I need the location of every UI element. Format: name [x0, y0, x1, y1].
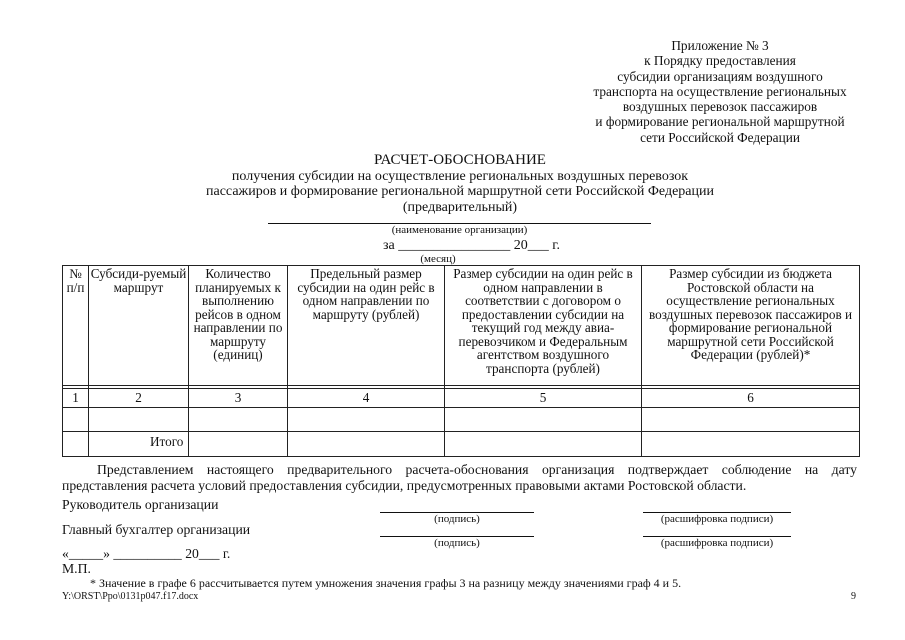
- period-line: за ________________ 20___ г.: [383, 238, 560, 253]
- title-subline: получения субсидии на осуществление региональных воздушных перевозок: [231, 168, 689, 184]
- table-cell[interactable]: [89, 408, 189, 432]
- month-caption: (месяц): [420, 253, 456, 265]
- column-number: 6: [642, 389, 860, 408]
- footnote: * Значение в графе 6 рассчитывается путем умножения значения графы 3 на разницу между значениями граф 4 и 5.: [90, 576, 682, 590]
- appendix-line: к Порядку предоставления: [644, 53, 796, 69]
- header-cell: Размер субсидии из бюджета Ростовской области на осуществление региональных воздушных перевозок пассажиров и формирование региональной маршрутной сети Российской Федерации (рублей)*: [642, 266, 860, 386]
- signature-date-line: «_____» __________ 20___ г.: [62, 546, 231, 561]
- signature-caption: (подпись): [434, 513, 480, 525]
- table-cell[interactable]: [445, 432, 642, 457]
- table-cell[interactable]: [288, 432, 445, 457]
- file-path: Y:\ORST\Ppo\0131p047.f17.docx: [62, 591, 199, 602]
- table-cell[interactable]: [189, 408, 288, 432]
- appendix-line: сети Российской Федерации: [640, 129, 800, 145]
- document-title-block: [170, 153, 750, 215]
- appendix-line: субсидии организациям воздушного: [617, 68, 823, 84]
- appendix-line: Приложение № 3: [671, 38, 769, 53]
- header-cell: № п/п: [63, 266, 89, 386]
- decoding-caption: (расшифровка подписи): [660, 537, 774, 549]
- table-header-row: [63, 266, 860, 386]
- column-number: 4: [288, 389, 445, 408]
- title-subline: пассажиров и формирование региональной маршрутной сети Российской Федерации: [206, 184, 714, 199]
- table-cell[interactable]: [63, 432, 89, 457]
- appendix-note: [560, 38, 880, 145]
- signature-caption: (подпись): [434, 537, 480, 549]
- appendix-line: и формирование региональной маршрутной: [595, 114, 845, 130]
- page-number: 9: [851, 591, 856, 602]
- table-cell[interactable]: [288, 408, 445, 432]
- confirmation-statement: Представлением настоящего предварительного расчета-обоснования организация подтверждает соблюдение на дату представления расчета условий предоставления субсидии, предусмотренных правовыми актами Ростовской области.: [62, 462, 857, 493]
- document-title: РАСЧЕТ-ОБОСНОВАНИЕ: [374, 152, 546, 168]
- column-number-row: [63, 389, 860, 408]
- column-number: 5: [445, 389, 642, 408]
- header-cell: Субсиди-руемый маршрут: [89, 266, 189, 386]
- table-cell[interactable]: [642, 408, 860, 432]
- title-subline: (предварительный): [402, 199, 518, 215]
- header-cell: Количество планируемых к выполнению рейсов в одном направлении по маршруту (единиц): [189, 266, 288, 386]
- table-cell[interactable]: [642, 432, 860, 457]
- table-cell[interactable]: [445, 408, 642, 432]
- appendix-line: транспорта на осуществление региональных: [593, 83, 847, 99]
- stamp-place-label: М.П.: [62, 561, 91, 576]
- column-number: 1: [63, 389, 89, 408]
- header-cell: Размер субсидии на один рейс в одном направлении в соответствии с договором о предоставлении субсидии на текущий год между авиа-перевозчиком и Федеральным агентством воздушного транспорта (рублей): [445, 266, 642, 386]
- accountant-signature-label: Главный бухгалтер организации: [62, 522, 251, 537]
- header-cell: Предельный размер субсидии на один рейс в одном направлении по маршруту (рублей): [288, 266, 445, 386]
- organization-name-caption: (наименование организации): [391, 224, 528, 236]
- head-signature-label: Руководитель организации: [62, 497, 219, 512]
- calculation-table: [62, 265, 860, 457]
- table-cell[interactable]: [63, 408, 89, 432]
- appendix-line: воздушных перевозок пассажиров: [622, 99, 818, 115]
- column-number: 2: [89, 389, 189, 408]
- total-label: Итого: [89, 432, 189, 457]
- decoding-caption: (расшифровка подписи): [660, 513, 774, 525]
- column-number: 3: [189, 389, 288, 408]
- table-cell[interactable]: [189, 432, 288, 457]
- table-row: [63, 408, 860, 432]
- total-row: [63, 432, 860, 457]
